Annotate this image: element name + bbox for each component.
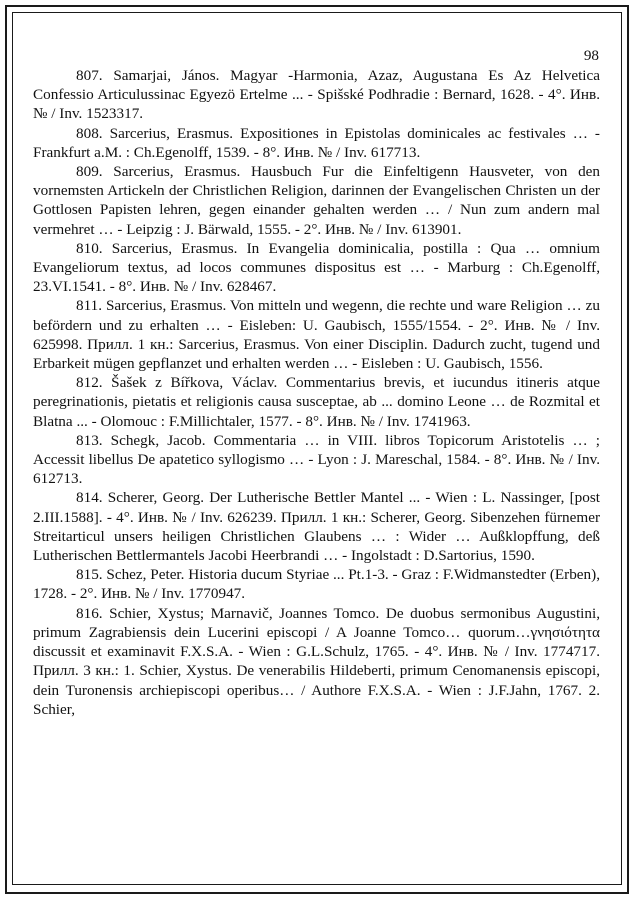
catalog-entry-808: 808. Sarcerius, Erasmus. Expositiones in Epistolas dominicales ac festivales … - Frankfurt a.M. : Ch.Egenolff, 1539. - 8°. Инв. № / Inv. 617713. (33, 124, 600, 161)
catalog-entry-811: 811. Sarcerius, Erasmus. Von mitteln und wegenn, die rechte und ware Religion … zu befördern und zu erhalten … - Eisleben: U. Gaubisch, 1555/1554. - 2°. Инв. № / Inv. 625998. Прилл. 1 кн.: Sarcerius, Erasmus. Von einer Disciplin. Dadurch zucht, tugend und Erbarkeit mügen gepflanzet und erhalten werden … - Eisleben : U. Gaubisch, 1556. (33, 297, 600, 373)
catalog-entry-816: 816. Schier, Xystus; Marnavič, Joannes Tomco. De duobus sermonibus Augustini, primum Zagrabiensis dein Lucerini episcopi / A Joanne Tomco… quorum…γνησιότητα discussit et examinavit F.X.S.A. - Wien : G.L.Schulz, 1765. - 4°. Инв. № / Inv. 1774717. Прилл. 3 кн.: 1. Schier, Xystus. De venerabilis Hildeberti, primum Cenomanensis episcopi, dein Turonensis archiepiscopi operibus… / Authore F.X.S.A. - Wien : J.F.Jahn, 1767. 2. Schier, (33, 604, 600, 718)
catalog-entry-813: 813. Schegk, Jacob. Commentaria … in VIII. libros Topicorum Aristotelis … ; Accessit libellus De apatetico syllogismo … - Lyon : J. Mareschal, 1584. - 8°. Инв. № / Inv. 612713. (33, 431, 600, 488)
catalog-entry-807: 807. Samarjai, János. Magyar -Harmonia, Azaz, Augustana Es Az Helvetica Confessio Articulussinac Egyezö Ertelme ... - Spišské Podhradie : Bernard, 1628. - 4°. Инв. № / Inv. 1523317. (33, 67, 600, 123)
catalog-entry-812: 812. Šašek z Bířkova, Václav. Commentarius brevis, et iucundus itineris atque peregrinationis, pietatis et religionis causa susceptae, ab ... domino Leone … de Rozmital et Blatna ... - Olomouc : F.Millichtaler, 1577. - 8°. Инв. № / Inv. 1741963. (33, 374, 600, 430)
catalog-entry-814: 814. Scherer, Georg. Der Lutherische Bettler Mantel ... - Wien : L. Nassinger, [post 2.III.1588]. - 4°. Инв. № / Inv. 626239. Прилл. 1 кн.: Scherer, Georg. Sibenzehen fürnemer Streitarticul unsers heiligen Christlichen Glaubens … : Wider … Außklopffung, deß Lutherischen Bettlermantels Jacobi Heerbrandi … - Ingolstadt : D.Sartorius, 1590. (33, 489, 600, 565)
page-number: 98 (583, 47, 599, 64)
page-content (20, 20, 614, 875)
catalog-entries (20, 66, 614, 719)
catalog-entry-815: 815. Schez, Peter. Historia ducum Styriae ... Pt.1-3. - Graz : F.Widmanstedter (Erben), 1728. - 2°. Инв. № / Inv. 1770947. (33, 566, 600, 603)
catalog-entry-810: 810. Sarcerius, Erasmus. In Evangelia dominicalia, postilla : Qua … omnium Evangeliorum textus, ad locos communes dispositus est … - Marburg : Ch.Egenolff, 23.VI.1541. - 8°. Инв. № / Inv. 628467. (33, 239, 600, 296)
catalog-entry-809: 809. Sarcerius, Erasmus. Hausbuch Fur die Einfeltigenn Hausveter, von den vornemsten Artickeln der Christlichen Religion, darinnen der Evangelischen Christen un der Gottlosen Papisten lehren, gegen einander gehalten werden … / Nun zum andern mal vermehret … - Leipzig : J. Bärwald, 1555. - 2°. Инв. № / Inv. 613901. (33, 163, 600, 238)
